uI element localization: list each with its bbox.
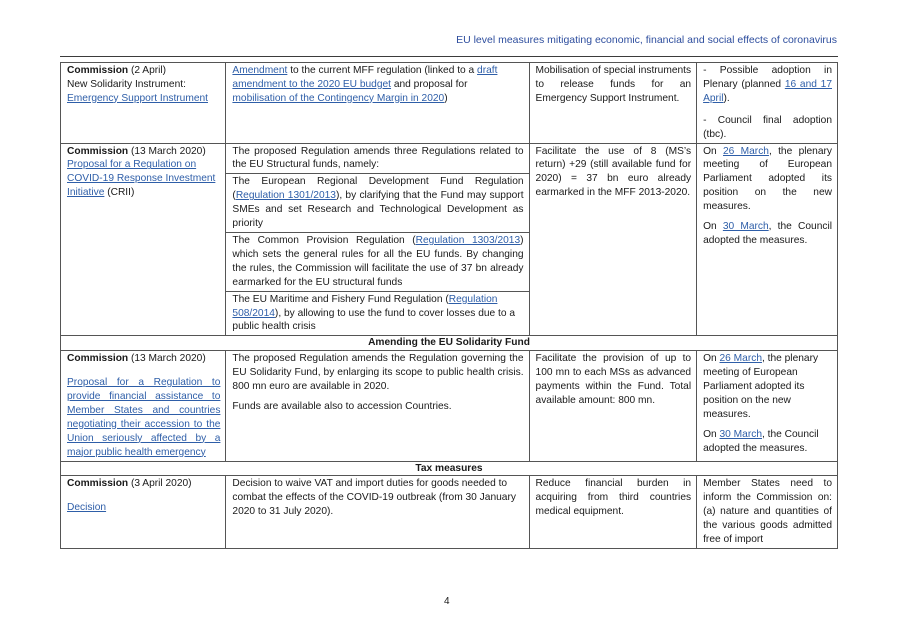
status-cell: On 26 March, the plenary meeting of European Parliament adopted its position on the new measures. On 30 March, the Council adopted the measures. xyxy=(697,351,838,461)
sub-measure-cpr: The Common Provision Regulation (Regulation 1303/2013) which sets the general rules for all the EU funds. By changing the rules, the Commission will facilitate the use of 37 bn already earmarked for the EU structural funds xyxy=(226,232,528,291)
measure-text: to the current MFF regulation (linked to a xyxy=(287,65,478,76)
actor-cell xyxy=(61,351,226,461)
decision-link[interactable]: Decision xyxy=(67,502,107,514)
regulation-508-link[interactable]: Regulation 508/2014 xyxy=(232,293,498,319)
actor-cell xyxy=(61,63,226,144)
march-26-link[interactable]: 26 March xyxy=(723,145,769,157)
march-30-link[interactable]: 30 March xyxy=(719,428,762,440)
objective-cell: Facilitate the use of 8 (MS’s return) +29 (still available fund for 2020) = 37 bn euro already earmarked in the MFF 2013-2020. xyxy=(529,143,697,336)
status-cell xyxy=(697,63,838,144)
table-row xyxy=(61,63,838,144)
actor-date: (3 April 2020) xyxy=(128,478,192,490)
actor-text: New Solidarity Instrument: xyxy=(67,78,186,90)
measure-cell: The proposed Regulation amends the Regulation governing the EU Solidarity Fund, by enlarging its scope to public health crisis. 800 mn euro are available in 2020. Funds are available also to accession Countries. xyxy=(226,351,529,461)
status-text: - Possible adoption in Plenary (planned xyxy=(703,65,832,90)
measure-cell xyxy=(226,63,529,144)
contingency-margin-link[interactable]: mobilisation of the Contingency Margin in 2020 xyxy=(232,92,445,104)
emergency-support-link[interactable]: Emergency Support Instrument xyxy=(67,92,208,104)
draft-amendment-link[interactable]: draft amendment to the 2020 EU budget xyxy=(232,65,498,90)
actor-text: (CRII) xyxy=(104,187,135,199)
actor-label: Commission xyxy=(67,145,129,157)
measure-text: and proposal for xyxy=(391,78,468,90)
header-rule xyxy=(60,56,838,57)
actor-label: Commission xyxy=(67,478,129,490)
measure-cell: Decision to waive VAT and import duties for goods needed to combat the effects of the COVID-19 outbreak (from 30 January 2020 to 31 July 2020). xyxy=(226,476,529,549)
status-cell: Member States need to inform the Commission on: (a) nature and quantities of the various goods admitted free of import xyxy=(697,476,838,549)
solidarity-proposal-link[interactable]: Proposal for a Regulation to provide financial assistance to Member States and countries negotiating their accession to the Union seriously affected by a major public health emergency xyxy=(67,377,221,458)
actor-label: Commission xyxy=(67,353,129,365)
section-row xyxy=(61,336,838,351)
actor-date: (2 April) xyxy=(128,65,167,76)
section-heading-solidarity: Amending the EU Solidarity Fund xyxy=(61,336,838,351)
table-row xyxy=(61,351,838,461)
actor-cell xyxy=(61,476,226,549)
status-cell: On 26 March, the plenary meeting of European Parliament adopted its position on the new measures. On 30 March, the Council adopted the measures. xyxy=(697,143,838,336)
page-number: 4 xyxy=(444,596,450,607)
april-dates-link[interactable]: 16 and 17 April xyxy=(703,78,832,104)
document-header: EU level measures mitigating economic, financial and social effects of coronavirus xyxy=(456,34,837,46)
objective-cell: Facilitate the provision of up to 100 mn to each MSs as advanced payments within the Fund. Total available amount: 800 mn. xyxy=(529,351,697,461)
amendment-link[interactable]: Amendment xyxy=(232,65,288,76)
actor-date: (13 March 2020) xyxy=(128,353,206,365)
sub-measures xyxy=(226,144,528,336)
section-heading-tax: Tax measures xyxy=(61,461,838,476)
sub-measure-erdf: The European Regional Development Fund Regulation (Regulation 1301/2013), by clarifying that the Fund may support SMEs and set Research and Technological Development as priority xyxy=(226,174,528,233)
objective-cell: Reduce financial burden in acquiring from third countries medical equipment. xyxy=(529,476,697,549)
table-row xyxy=(61,476,838,549)
sub-measure-intro: The proposed Regulation amends three Regulations related to the EU Structural funds, namely: xyxy=(232,145,524,171)
regulation-1301-link[interactable]: Regulation 1301/2013 xyxy=(235,190,336,202)
actor-date: (13 March 2020) xyxy=(128,145,206,157)
actor-cell xyxy=(61,143,226,336)
sub-measure-emff: The EU Maritime and Fishery Fund Regulation (Regulation 508/2014), by allowing to use the fund to cover losses due to a public health crisis xyxy=(226,291,528,335)
crii-proposal-link[interactable]: Proposal for a Regulation on COVID-19 Response Investment Initiative xyxy=(67,159,216,199)
measure-text: ) xyxy=(444,92,448,104)
regulation-1303-link[interactable]: Regulation 1303/2013 xyxy=(415,234,521,246)
status-text: ). xyxy=(723,92,730,104)
status-text: - Council final adoption (tbc). xyxy=(703,114,832,140)
measures-table xyxy=(60,62,838,549)
actor-label: Commission xyxy=(67,65,129,76)
section-row xyxy=(61,461,838,476)
table-row xyxy=(61,143,838,336)
objective-cell: Mobilisation of special instruments to release funds for an Emergency Support Instrument. xyxy=(529,63,697,144)
march-26-link[interactable]: 26 March xyxy=(719,353,762,365)
measure-cell xyxy=(226,143,529,336)
march-30-link[interactable]: 30 March xyxy=(722,221,769,233)
